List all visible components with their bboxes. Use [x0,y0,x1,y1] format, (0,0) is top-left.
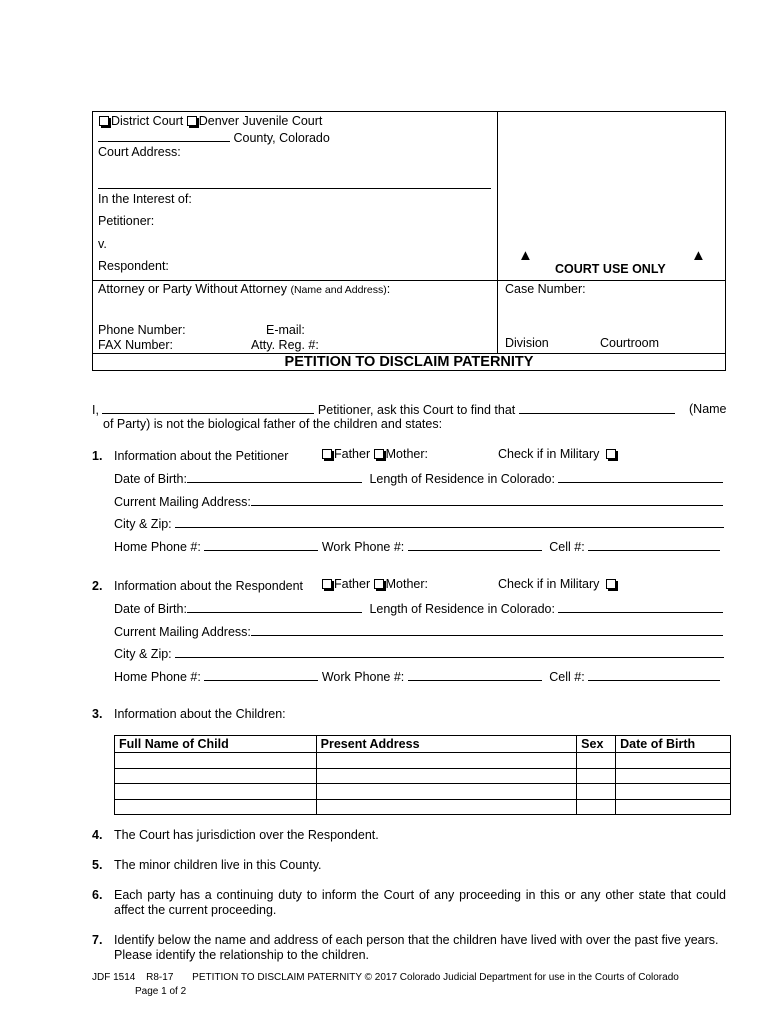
courtroom-label: Courtroom [600,336,660,350]
dob-row: Date of Birth: Length of Residence in Colorado: [114,601,723,616]
item-number: 4. [92,828,103,842]
court-address-underline [98,188,491,189]
dob-field[interactable] [187,601,362,613]
section-number: 1. [92,449,103,463]
county-line [98,130,330,145]
form-description: PETITION TO DISCLAIM PATERNITY © 2017 Colorado Judicial Department for use in the Courts of Colorado [192,972,679,983]
division-label: Division [505,336,549,350]
table-cell[interactable] [115,799,317,815]
item-number: 5. [92,858,103,872]
item-number: 7. [92,933,103,947]
table-cell[interactable] [115,784,317,800]
juvenile-court-label: Denver Juvenile Court [198,114,323,128]
city-row: City & Zip: [114,516,724,531]
city-zip-field[interactable] [175,516,724,528]
county-label: County, Colorado [233,131,330,145]
father-checkbox[interactable] [322,449,332,459]
table-row [115,768,731,784]
attorney-label: Attorney or Party Without Attorney (Name and Address): [98,282,391,296]
table-cell[interactable] [316,768,577,784]
mailing-field[interactable] [251,624,723,636]
caption-mid-line [92,280,726,281]
district-court-checkbox[interactable] [99,116,109,126]
phone-row: Home Phone #: Work Phone #: Cell #: [114,669,720,684]
district-court-label: District Court [111,114,184,128]
children-table [114,735,731,815]
work-phone-field[interactable] [408,669,542,681]
military-check: Check if in Military [498,577,618,591]
caption-box [92,111,726,371]
item-text: Each party has a continuing duty to inform the Court of any proceeding in this or any other state that could [114,888,726,902]
form-number: JDF 1514 [92,972,136,983]
table-cell[interactable] [316,753,577,769]
mother-checkbox[interactable] [374,449,384,459]
military-check: Check if in Military [498,447,618,461]
work-phone-field[interactable] [408,539,542,551]
column-header: Present Address [316,736,577,753]
city-zip-field[interactable] [175,646,724,658]
column-header: Sex [577,736,616,753]
military-checkbox[interactable] [606,579,616,589]
page-title: PETITION TO DISCLAIM PATERNITY [284,354,534,370]
table-cell[interactable] [616,784,731,800]
mother-checkbox[interactable] [374,579,384,589]
email-label: E-mail: [266,323,305,337]
section-number: 2. [92,579,103,593]
table-row [115,799,731,815]
section-heading: Information about the Respondent [114,579,304,593]
cell-phone-field[interactable] [588,539,720,551]
item-text-continued: Please identify the relationship to the children. [114,948,370,962]
respondent-label: Respondent: [98,259,169,273]
table-row [115,753,731,769]
fax-label: FAX Number: [98,338,174,352]
mailing-row: Current Mailing Address: [114,494,723,509]
petitioner-label: Petitioner: [98,214,155,228]
parent-role: Father Mother: [322,577,428,591]
court-use-only: COURT USE ONLY [555,262,666,276]
home-phone-field[interactable] [204,539,318,551]
intro-line-1: I, Petitioner, ask this Court to find that [92,402,675,417]
versus-label: v. [98,237,107,251]
city-row: City & Zip: [114,646,724,661]
mailing-row: Current Mailing Address: [114,624,723,639]
table-row [115,784,731,800]
item-text: The Court has jurisdiction over the Respondent. [114,828,379,842]
table-cell[interactable] [577,784,616,800]
atty-reg-label: Atty. Reg. #: [251,338,319,352]
table-cell[interactable] [577,799,616,815]
table-cell[interactable] [577,768,616,784]
column-header: Date of Birth [616,736,731,753]
page-number: Page 1 of 2 [135,986,187,997]
triangle-up-icon: ▲ [518,247,533,264]
parent-role: Father Mother: [322,447,428,461]
interest-label: In the Interest of: [98,192,192,206]
residence-field[interactable] [558,471,723,483]
triangle-up-icon: ▲ [691,247,706,264]
dob-field[interactable] [187,471,362,483]
phone-label: Phone Number: [98,323,186,337]
table-cell[interactable] [616,753,731,769]
county-field[interactable] [98,130,230,142]
intro-line-2: of Party) is not the biological father of the children and states: [103,417,443,431]
court-selection [99,114,322,128]
table-cell[interactable] [316,799,577,815]
petitioner-name-field[interactable] [102,402,314,414]
section-heading: Information about the Petitioner [114,449,289,463]
section-number: 3. [92,707,103,721]
cell-phone-field[interactable] [588,669,720,681]
intro-name-note: (Name [689,402,727,416]
dob-row: Date of Birth: Length of Residence in Colorado: [114,471,723,486]
table-cell[interactable] [115,753,317,769]
table-cell[interactable] [115,768,317,784]
home-phone-field[interactable] [204,669,318,681]
residence-field[interactable] [558,601,723,613]
table-cell[interactable] [616,768,731,784]
table-cell[interactable] [616,799,731,815]
party-name-field[interactable] [519,402,675,414]
case-number-label: Case Number: [505,282,586,296]
table-header-row [115,736,731,753]
mailing-field[interactable] [251,494,723,506]
table-cell[interactable] [577,753,616,769]
column-header: Full Name of Child [115,736,317,753]
item-text-continued: affect the current proceeding. [114,903,277,917]
item-text: Identify below the name and address of each person that the children have lived with over the past five years. [114,933,719,947]
section-heading: Information about the Children: [114,707,286,721]
caption-divider [497,111,498,353]
table-cell[interactable] [316,784,577,800]
phone-row: Home Phone #: Work Phone #: Cell #: [114,539,720,554]
item-number: 6. [92,888,103,902]
court-address-label: Court Address: [98,145,181,159]
form-revision: R8-17 [146,972,174,983]
item-text: The minor children live in this County. [114,858,322,872]
military-checkbox[interactable] [606,449,616,459]
father-checkbox[interactable] [322,579,332,589]
juvenile-court-checkbox[interactable] [187,116,197,126]
footer-line [92,972,679,983]
